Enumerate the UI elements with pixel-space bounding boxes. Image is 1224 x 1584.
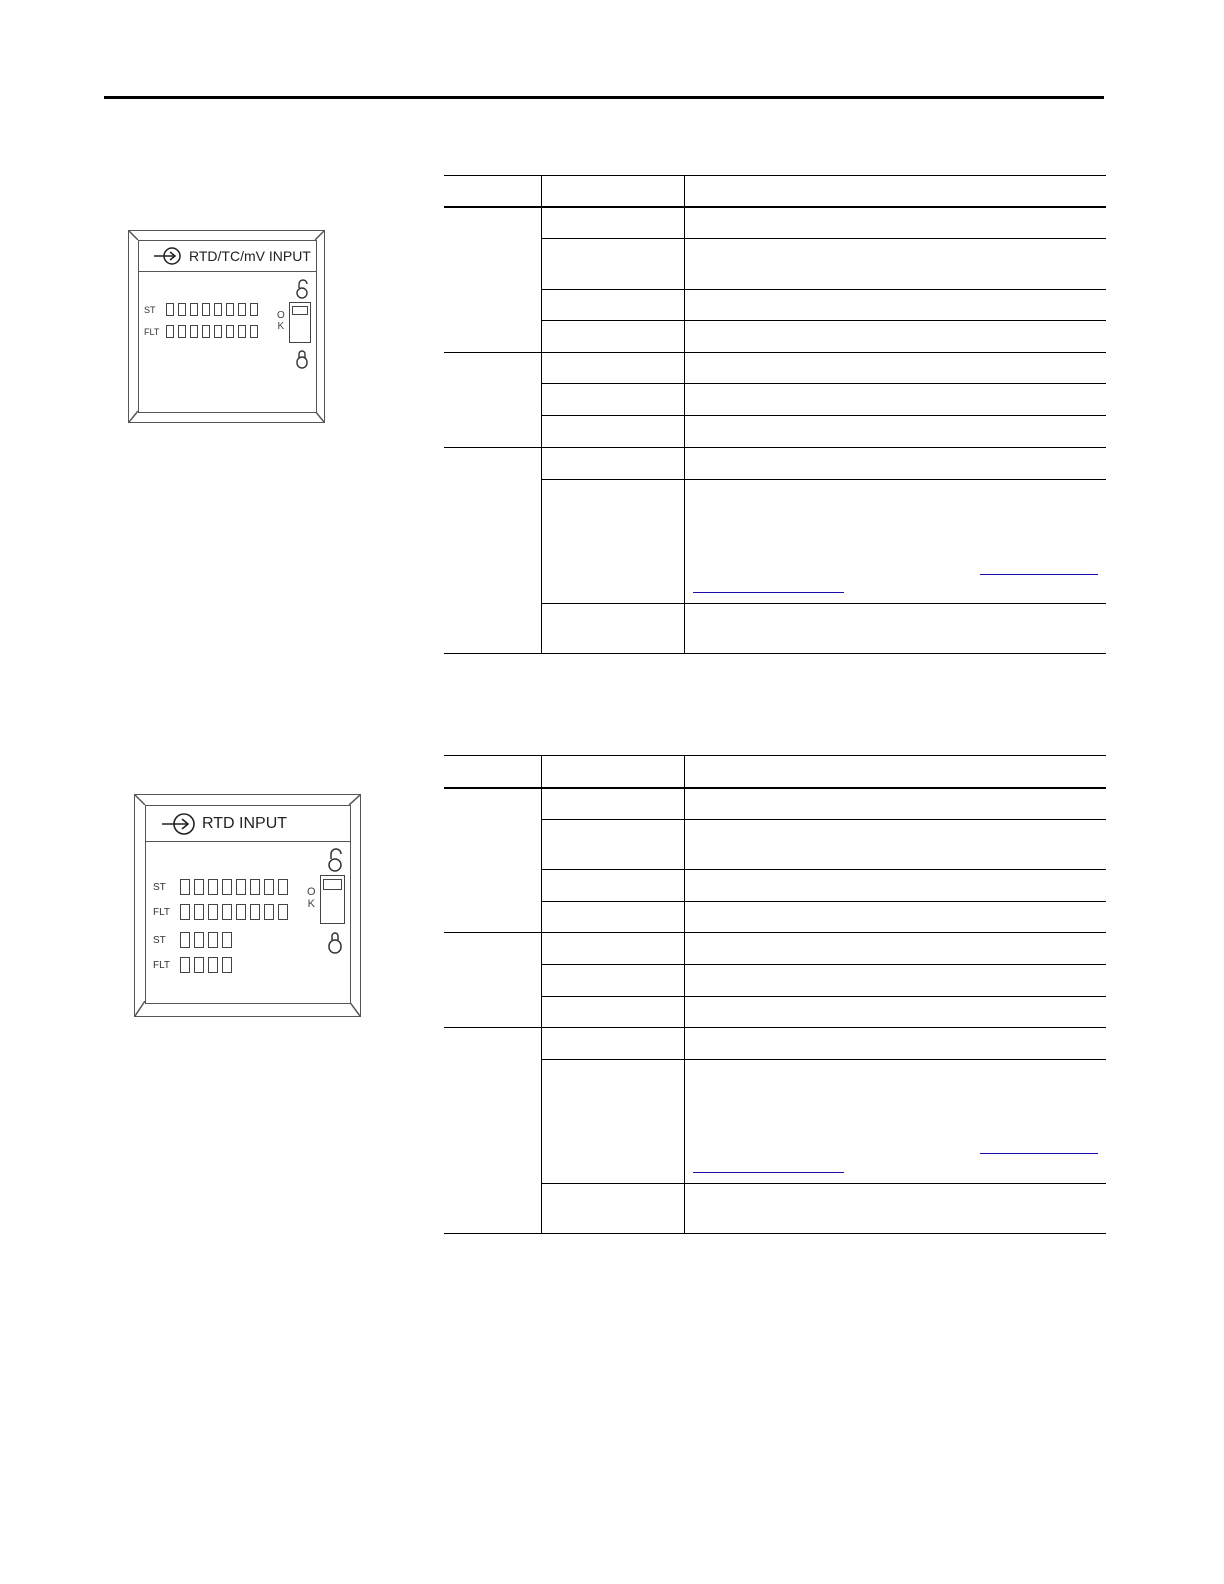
ok-letter-o: O — [277, 310, 285, 321]
status-led-row — [144, 303, 262, 316]
fault-led — [194, 957, 204, 973]
fault-led — [166, 325, 174, 338]
table-bottom-rule — [444, 653, 1106, 654]
fault-led — [214, 325, 222, 338]
status-led — [180, 879, 190, 895]
status-led — [202, 303, 210, 316]
cross-reference-link[interactable] — [980, 1153, 1098, 1154]
fault-led — [222, 957, 232, 973]
unlocked-icon — [295, 279, 309, 299]
status-led — [208, 879, 218, 895]
input-arrow-icon — [160, 812, 196, 836]
ok-letter-o: O — [307, 886, 316, 898]
status-led-row — [153, 879, 292, 895]
column-divider — [541, 755, 542, 1234]
row-rule — [542, 1183, 1106, 1184]
fault-led — [190, 325, 198, 338]
cross-reference-link[interactable] — [980, 574, 1098, 575]
fault-led — [194, 904, 204, 920]
page-top-rule — [104, 96, 1104, 99]
panel-header — [146, 806, 350, 842]
fault-label: FLT — [153, 959, 171, 971]
panel-face — [138, 240, 317, 413]
status-led — [222, 932, 232, 948]
ok-letter-k: K — [307, 897, 315, 910]
fault-led-row-secondary — [153, 957, 236, 973]
panel-face — [145, 805, 351, 1004]
status-led — [166, 303, 174, 316]
keyswitch-slot — [292, 306, 308, 315]
row-rule — [542, 964, 1106, 965]
rtd-input-module-panel — [134, 794, 361, 1017]
table-top-rule — [444, 755, 1106, 756]
keyswitch[interactable] — [289, 302, 311, 343]
fault-led — [208, 904, 218, 920]
status-led — [208, 932, 218, 948]
panel-header — [139, 241, 316, 272]
status-led — [194, 932, 204, 948]
module-title: RTD/TC/mV INPUT — [189, 248, 311, 264]
cross-reference-link[interactable] — [693, 1172, 844, 1173]
locked-icon — [327, 930, 343, 954]
status-led — [214, 303, 222, 316]
indicator-table-1 — [444, 175, 1106, 655]
group-rule — [444, 1027, 1106, 1028]
fault-label: FLT — [153, 906, 171, 918]
status-label: ST — [153, 934, 166, 946]
indicator-table-2 — [444, 755, 1106, 1235]
status-led — [264, 879, 274, 895]
status-led — [190, 303, 198, 316]
status-led — [178, 303, 186, 316]
row-rule — [542, 383, 1106, 384]
row-rule — [542, 415, 1106, 416]
cross-reference-link[interactable] — [693, 592, 844, 593]
table-top-rule — [444, 175, 1106, 176]
fault-led — [202, 325, 210, 338]
locked-icon — [295, 349, 309, 369]
row-rule — [542, 603, 1106, 604]
row-rule — [542, 996, 1106, 997]
module-title: RTD INPUT — [202, 814, 288, 832]
fault-led — [208, 957, 218, 973]
fault-led — [236, 904, 246, 920]
status-led — [250, 879, 260, 895]
ok-letter-k: K — [277, 320, 285, 332]
status-label: ST — [153, 881, 166, 893]
column-divider — [684, 755, 685, 1234]
status-led — [180, 932, 190, 948]
status-label: ST — [144, 304, 156, 315]
row-rule — [542, 289, 1106, 290]
fault-label: FLT — [144, 326, 160, 337]
status-led — [194, 879, 204, 895]
fault-led — [180, 904, 190, 920]
fault-led — [238, 325, 246, 338]
group-rule — [444, 447, 1106, 448]
fault-led — [250, 904, 260, 920]
fault-led — [226, 325, 234, 338]
keyswitch[interactable] — [320, 875, 345, 924]
table-header-rule — [444, 206, 1106, 208]
fault-led-row — [153, 904, 292, 920]
status-led — [236, 879, 246, 895]
status-led — [226, 303, 234, 316]
status-led — [278, 879, 288, 895]
ok-indicator-label — [277, 311, 285, 332]
row-rule — [542, 320, 1106, 321]
row-rule — [542, 238, 1106, 239]
fault-led — [250, 325, 258, 338]
table-header-rule — [444, 787, 1106, 789]
row-rule — [542, 869, 1106, 870]
row-rule — [542, 479, 1106, 480]
status-led-row-secondary — [153, 932, 236, 948]
fault-led — [222, 904, 232, 920]
status-led — [238, 303, 246, 316]
group-rule — [444, 352, 1106, 353]
group-rule — [444, 932, 1106, 933]
fault-led — [264, 904, 274, 920]
table-bottom-rule — [444, 1233, 1106, 1234]
row-rule — [542, 1059, 1106, 1060]
fault-led — [180, 957, 190, 973]
input-arrow-icon — [153, 246, 183, 266]
row-rule — [542, 819, 1106, 820]
unlocked-icon — [327, 848, 343, 872]
ok-indicator-label — [307, 887, 316, 910]
status-led — [250, 303, 258, 316]
row-rule — [542, 901, 1106, 902]
status-led — [222, 879, 232, 895]
fault-led — [278, 904, 288, 920]
rtd-tc-mv-input-module-panel — [128, 230, 325, 423]
fault-led-row — [144, 325, 262, 338]
keyswitch-slot — [323, 879, 342, 890]
fault-led — [178, 325, 186, 338]
